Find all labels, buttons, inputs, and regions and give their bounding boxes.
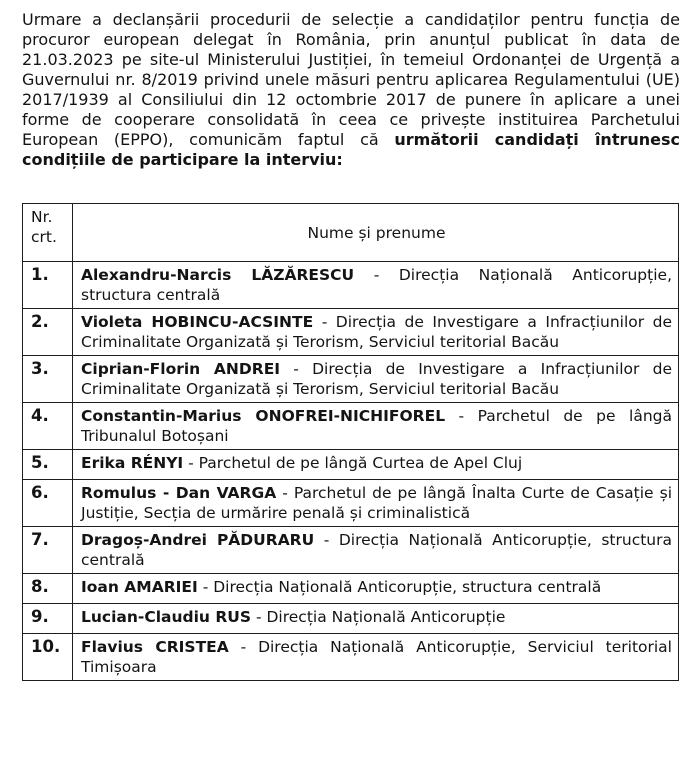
candidate-name: Lucian-Claudiu RUS xyxy=(81,608,252,626)
candidate-institution: Direcția Națională Anticorupție, structura centrală xyxy=(81,266,672,304)
candidates-table xyxy=(22,203,679,681)
row-number: 6. xyxy=(23,480,73,527)
table-body xyxy=(23,262,679,681)
candidate-name: Violeta HOBINCU-ACSINTE xyxy=(81,313,314,331)
candidate-institution: Parchetul de pe lângă Curtea de Apel Cluj xyxy=(198,454,523,472)
candidate-institution: Direcția Națională Anticorupție xyxy=(266,608,506,626)
candidate-cell xyxy=(73,262,679,309)
candidate-cell xyxy=(73,574,679,604)
candidate-institution: Direcția Națională Anticorupție, Serviciul teritorial Timișoara xyxy=(81,638,672,676)
candidate-institution: Direcția Națională Anticorupție, structura centrală xyxy=(81,531,672,569)
table-row xyxy=(23,574,679,604)
header-nr: Nr. crt. xyxy=(23,204,73,262)
candidate-institution: Parchetul de pe lângă Înalta Curte de Casație și Justiție, Secția de urmărire penală și criminalistică xyxy=(81,484,673,522)
row-number: 8. xyxy=(23,574,73,604)
separator: - xyxy=(314,531,339,549)
separator: - xyxy=(251,608,267,626)
candidate-cell xyxy=(73,450,679,480)
candidate-name: Erika RÉNYI xyxy=(81,454,184,472)
candidate-cell xyxy=(73,356,679,403)
table-row xyxy=(23,450,679,480)
table-row xyxy=(23,634,679,681)
table-row xyxy=(23,403,679,450)
table-row xyxy=(23,309,679,356)
candidate-name: Constantin-Marius ONOFREI-NICHIFOREL xyxy=(81,407,446,425)
row-number: 5. xyxy=(23,450,73,480)
candidate-cell xyxy=(73,309,679,356)
candidate-name: Ciprian-Florin ANDREI xyxy=(81,360,281,378)
separator: - xyxy=(228,638,259,656)
table-header-row xyxy=(23,204,679,262)
intro-emphasis: următorii candidați întrunesc condițiile de participare la interviu: xyxy=(22,130,680,169)
separator: - xyxy=(197,578,214,596)
table-row xyxy=(23,480,679,527)
separator: - xyxy=(183,454,199,472)
table-row xyxy=(23,527,679,574)
separator: - xyxy=(445,407,478,425)
row-number: 3. xyxy=(23,356,73,403)
header-name: Nume și prenume xyxy=(73,204,679,262)
candidate-name: Ioan AMARIEI xyxy=(81,578,198,596)
candidate-cell xyxy=(73,634,679,681)
candidate-institution: Direcția de Investigare a Infracțiunilor de Criminalitate Organizată și Terorism, Serviciul teritorial Bacău xyxy=(81,313,672,351)
row-number: 1. xyxy=(23,262,73,309)
intro-text: Urmare a declanșării procedurii de selecție a candidaților pentru funcția de procuror european delegat în România, prin anunțul publicat în data de 21.03.2023 pe site-ul Ministerului Justiției, în temeiul Ordonanței de Urgență a Guvernului nr. 8/2019 privind unele măsuri pentru aplicarea Regulamentului (UE) 2017/1939 al Consiliului din 12 octombrie 2017 de punere în aplicare a unei forme de cooperare consolidată în ceea ce privește instituirea Parchetului European (EPPO), comunicăm faptul că xyxy=(22,10,680,149)
row-number: 9. xyxy=(23,604,73,634)
candidate-name: Alexandru-Narcis LĂZĂRESCU xyxy=(81,266,355,284)
intro-paragraph xyxy=(22,10,680,170)
candidate-institution: Parchetul de pe lângă Tribunalul Botoșani xyxy=(81,407,672,445)
separator: - xyxy=(313,313,336,331)
table-row xyxy=(23,356,679,403)
candidate-name: Dragoș-Andrei PĂDURARU xyxy=(81,531,315,549)
candidate-cell xyxy=(73,480,679,527)
row-number: 7. xyxy=(23,527,73,574)
candidate-institution: Direcția de Investigare a Infracțiunilor de Criminalitate Organizată și Terorism, Serviciul teritorial Bacău xyxy=(81,360,672,398)
table-row xyxy=(23,262,679,309)
candidate-cell xyxy=(73,527,679,574)
separator: - xyxy=(354,266,399,284)
row-number: 2. xyxy=(23,309,73,356)
table-row xyxy=(23,604,679,634)
row-number: 10. xyxy=(23,634,73,681)
separator: - xyxy=(280,360,313,378)
candidate-cell xyxy=(73,403,679,450)
candidate-name: Romulus - Dan VARGA xyxy=(81,484,277,502)
candidate-institution: Direcția Națională Anticorupție, structura centrală xyxy=(213,578,602,596)
candidate-cell xyxy=(73,604,679,634)
row-number: 4. xyxy=(23,403,73,450)
candidate-name: Flavius CRISTEA xyxy=(81,638,229,656)
separator: - xyxy=(276,484,294,502)
